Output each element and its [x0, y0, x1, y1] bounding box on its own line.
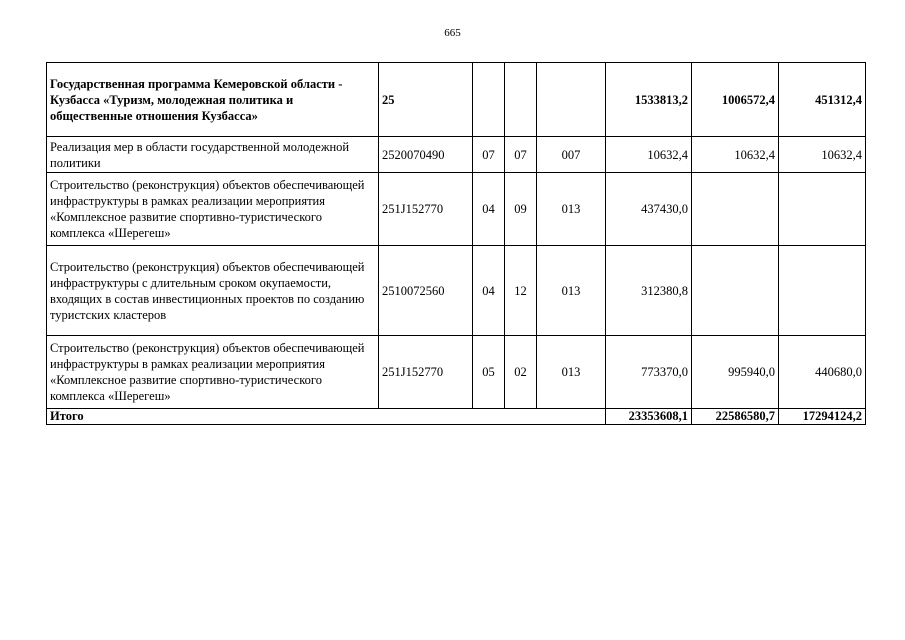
- table-row: [47, 336, 866, 409]
- row-amount-2: 10632,4: [692, 137, 779, 173]
- row-name: Государственная программа Кемеровской области - Кузбасса «Туризм, молодежная политика и общественные отношения Кузбасса»: [47, 63, 379, 137]
- row-amount-1: 773370,0: [606, 336, 692, 409]
- total-amount-2: 22586580,7: [692, 409, 779, 425]
- row-vr: 013: [537, 173, 606, 246]
- row-vr: 007: [537, 137, 606, 173]
- row-rz: 04: [473, 246, 505, 336]
- row-rz: 07: [473, 137, 505, 173]
- row-amount-3: [779, 246, 866, 336]
- row-pr: 02: [505, 336, 537, 409]
- row-rz: 05: [473, 336, 505, 409]
- row-amount-2: [692, 246, 779, 336]
- row-amount-3: 10632,4: [779, 137, 866, 173]
- table-row: [47, 137, 866, 173]
- total-amount-1: 23353608,1: [606, 409, 692, 425]
- row-amount-3: [779, 173, 866, 246]
- budget-table: [46, 62, 866, 425]
- page-number: 665: [444, 27, 461, 39]
- row-pr: 12: [505, 246, 537, 336]
- row-amount-1: 437430,0: [606, 173, 692, 246]
- row-amount-1: 10632,4: [606, 137, 692, 173]
- total-label: Итого: [47, 409, 606, 425]
- row-rz: [473, 63, 505, 137]
- table-row: [47, 63, 866, 137]
- row-amount-1: 312380,8: [606, 246, 692, 336]
- row-code: 251J152770: [379, 336, 473, 409]
- row-code: 251J152770: [379, 173, 473, 246]
- row-name: Строительство (реконструкция) объектов обеспечивающей инфраструктуры в рамках реализации мероприятия «Комплексное развитие спортивно-туристического комплекса «Шерегеш»: [47, 173, 379, 246]
- row-name: Строительство (реконструкция) объектов обеспечивающей инфраструктуры с длительным сроком окупаемости, входящих в состав инвестиционных проектов по созданию туристских кластеров: [47, 246, 379, 336]
- row-amount-3: 440680,0: [779, 336, 866, 409]
- row-code: 2520070490: [379, 137, 473, 173]
- row-name: Реализация мер в области государственной молодежной политики: [47, 137, 379, 173]
- total-row: [47, 409, 866, 425]
- row-pr: [505, 63, 537, 137]
- row-vr: 013: [537, 246, 606, 336]
- row-code: 2510072560: [379, 246, 473, 336]
- row-amount-2: 1006572,4: [692, 63, 779, 137]
- table-row: [47, 246, 866, 336]
- row-amount-3: 451312,4: [779, 63, 866, 137]
- row-pr: 07: [505, 137, 537, 173]
- row-amount-2: [692, 173, 779, 246]
- row-vr: [537, 63, 606, 137]
- table-row: [47, 173, 866, 246]
- row-amount-1: 1533813,2: [606, 63, 692, 137]
- row-pr: 09: [505, 173, 537, 246]
- row-vr: 013: [537, 336, 606, 409]
- row-amount-2: 995940,0: [692, 336, 779, 409]
- row-code: 25: [379, 63, 473, 137]
- row-rz: 04: [473, 173, 505, 246]
- row-name: Строительство (реконструкция) объектов обеспечивающей инфраструктуры в рамках реализации мероприятия «Комплексное развитие спортивно-туристического комплекса «Шерегеш»: [47, 336, 379, 409]
- total-amount-3: 17294124,2: [779, 409, 866, 425]
